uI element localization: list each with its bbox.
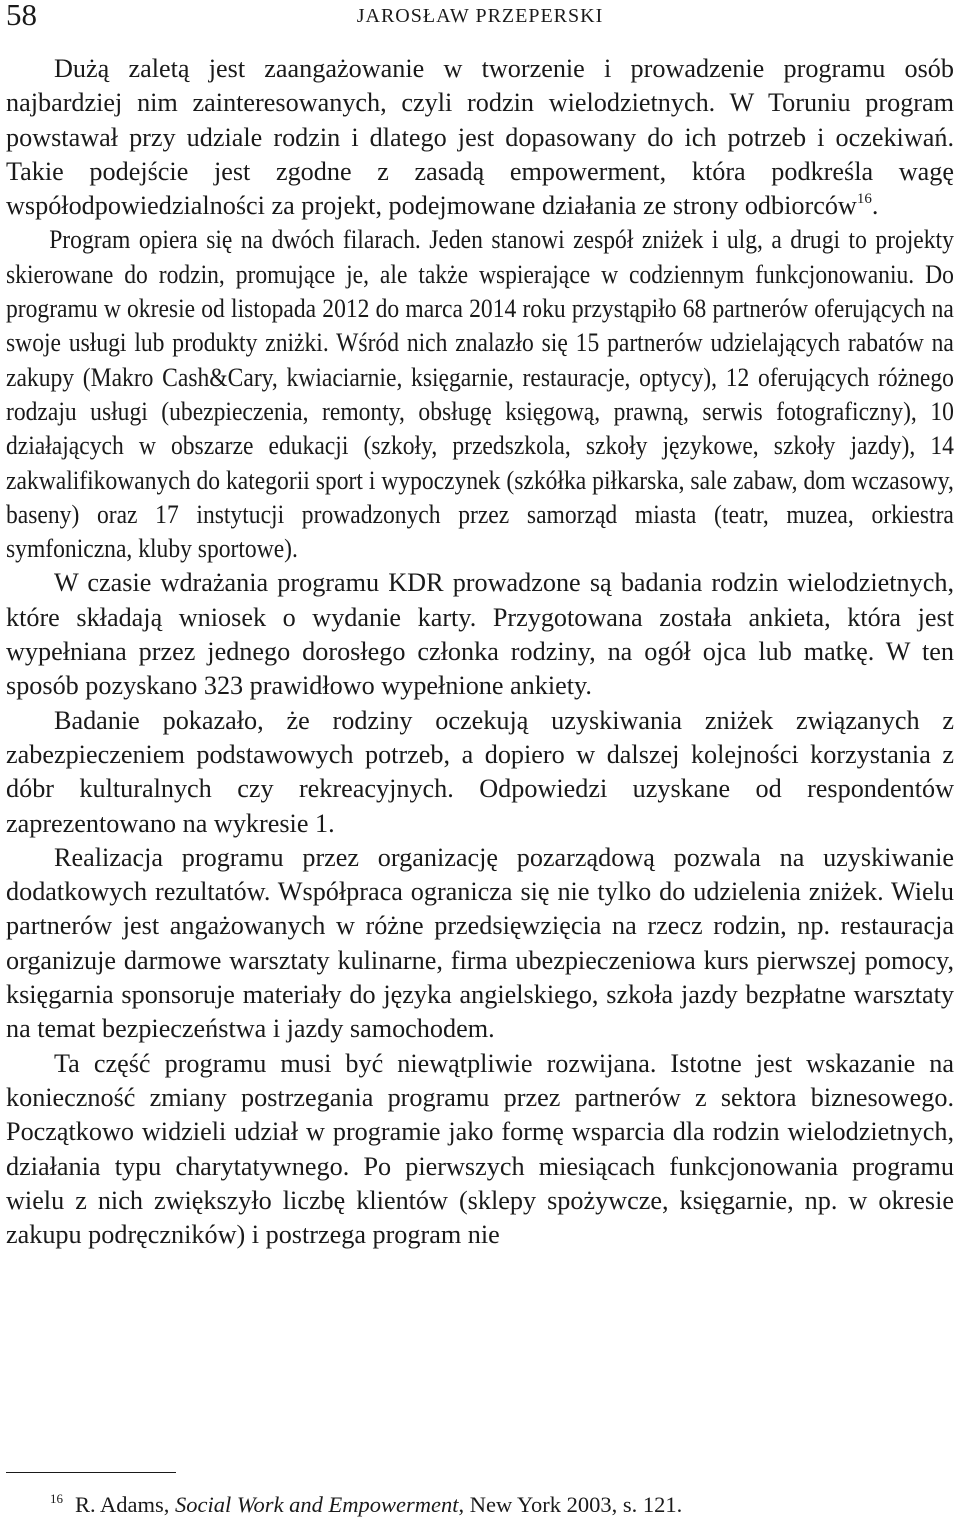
footnote-number: 16 <box>50 1491 63 1506</box>
paragraph-5: Realizacja programu przez organizację pozarządową pozwala na uzyskiwanie dodatkowych rezultatów. Współpraca ogranicza się nie tylko do udzielenia zniżek. Wielu partnerów jest angażowanych w różne przedsięwzięcia na rzecz rodzin, np. restauracja organizuje darmowe warsztaty kulinarne, firma ubezpieczeniowa kurs pierwszej pomocy, księgarnia sponsoruje materiały do języka angielskiego, szkoła jazdy bezpłatne warsztaty na temat bezpieczeństwa i jazdy samochodem. <box>6 842 954 1044</box>
footnote-details: , New York 2003, s. 121. <box>458 1492 683 1517</box>
footnote-title: Social Work and Empowerment <box>175 1492 459 1517</box>
page-number: 58 <box>6 0 37 32</box>
main-text <box>6 52 954 1252</box>
paragraph-2 <box>6 223 954 566</box>
paragraph-1-end: . <box>871 191 879 221</box>
paragraph-1 <box>6 52 954 223</box>
page-header <box>6 0 954 30</box>
paragraph-1-text: Dużą zaletą jest zaangażowanie w tworzenie i prowadzenie programu osób najbardziej nim zainteresowanych, czyli rodzin wielodzietnych. W Toruniu program powstawał przy udziale rodzin i dlatego jest dopasowany do ich potrzeb i oczekiwań. Takie podejście jest zgodne z zasadą empowerment, która podkreśla wagę współodpowiedzialności za projekt, podejmowane działania ze strony odbiorców <box>6 54 954 221</box>
paragraph-4: Badanie pokazało, że rodziny oczekują uzyskiwania zniżek związanych z zabezpieczeniem podstawowych potrzeb, a dopiero w dalszej kolejności korzystania z dóbr kulturalnych czy rekreacyjnych. Odpowiedzi uzyskane od respondentów zaprezentowano na wykresie 1. <box>6 705 954 838</box>
paragraph-2-text: Program opiera się na dwóch filarach. Jeden stanowi zespół zniżek i ulg, a drugi to projekty skierowane do rodzin, promujące je, ale także wspierające w codziennym funkcjonowaniu. Do programu w okresie od listopada 2012 do marca 2014 roku przystąpiło 68 partnerów oferujących na swoje usługi lub produkty zniżki. Wśród nich znalazło się 15 partnerów udzielających rabatów na zakupy (Makro Cash&Cary, kwiaciarnie, księgarnie, restauracje, optycy), 12 oferujących różnego rodzaju usługi (ubezpieczenia, remonty, obsługę księgową, prawną, serwis fotograficzny), 10 działających w obszarze edukacji (szkoły, przedszkola, szkoły językowe, szkoły jazdy), 14 zakwalifikowanych do kategorii sport i wypoczynek (szkółka piłkarska, sale zabaw, dom wczasowy, baseny) oraz 17 instytucji prowadzonych przez samorząd miasta (teatr, muzea, orkiestra symfoniczna, kluby sportowe). <box>6 225 954 564</box>
running-head: JAROSŁAW PRZEPERSKI <box>356 5 604 27</box>
footnote-ref-16[interactable]: 16 <box>856 191 872 208</box>
footnote-separator <box>6 1472 176 1473</box>
paragraph-3: W czasie wdrażania programu KDR prowadzone są badania rodzin wielodzietnych, które składają wniosek o wydanie karty. Przygotowana została ankieta, która jest wypełniana przez jednego dorosłego członka rodziny, na ogół ojca lub matkę. W ten sposób pozyskano 323 prawidłowo wypełnione ankiety. <box>6 568 954 701</box>
footnote-16 <box>50 1492 682 1518</box>
paragraph-6: Ta część programu musi być niewątpliwie rozwijana. Istotne jest wskazanie na konieczność zmiany postrzegania programu przez partnerów z sektora biznesowego. Początkowo widzieli udział w programie jako formę wsparcia dla rodzin wielodzietnych, działania typu charytatywnego. Po pierwszych miesiącach funkcjonowania programu wielu z nich zwiększyło liczbę klientów (sklepy spożywcze, księgarnie, np. w okresie zakupu podręczników) i postrzega program nie <box>6 1048 954 1250</box>
footnote-author: R. Adams, <box>75 1492 170 1517</box>
